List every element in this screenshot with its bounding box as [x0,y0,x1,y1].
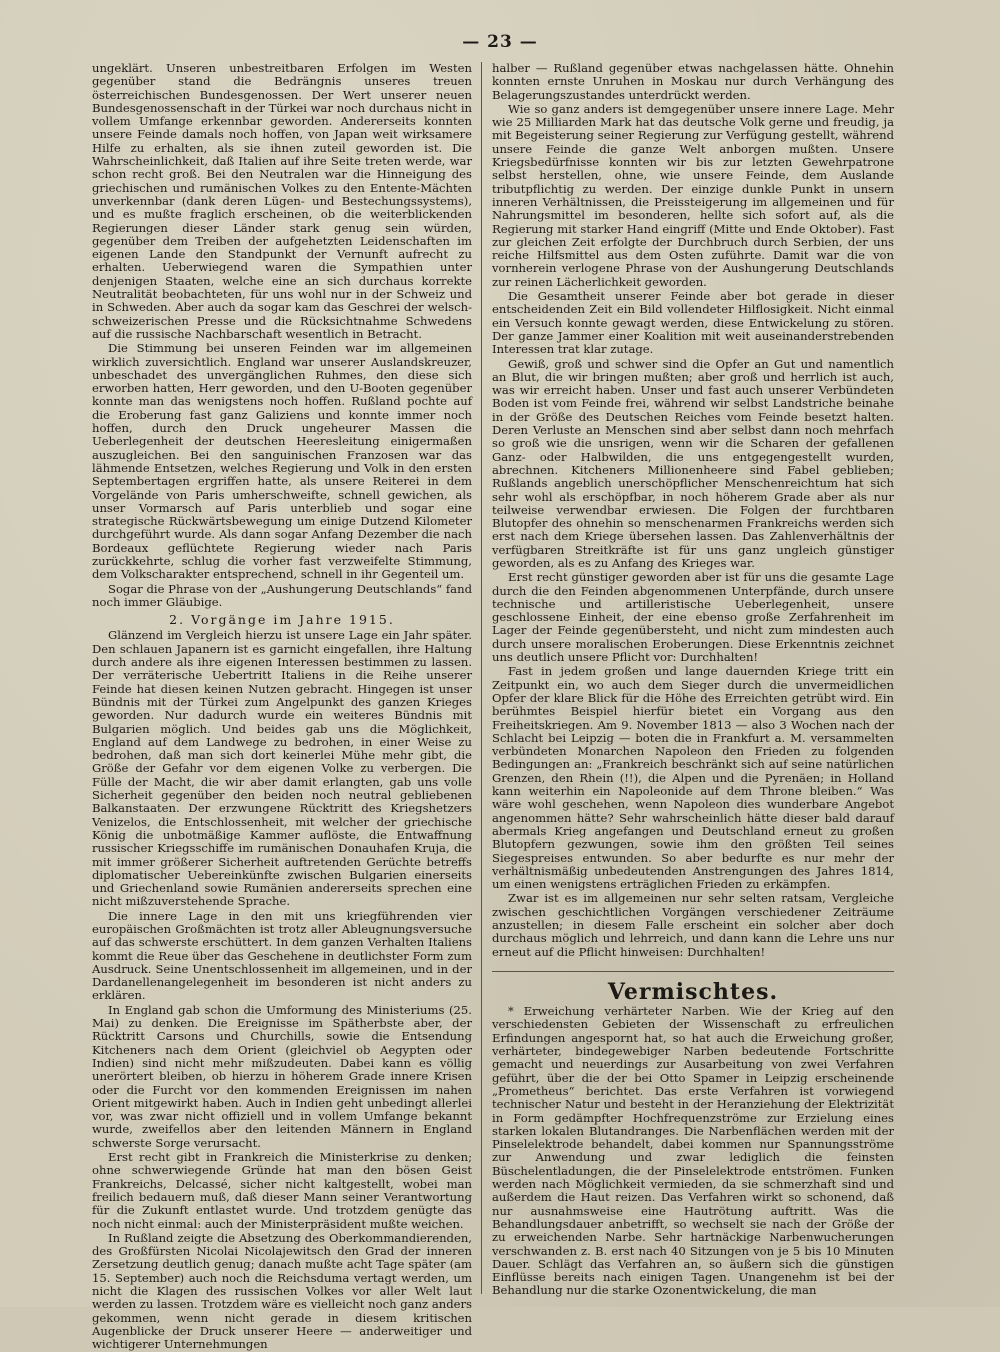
paragraph: Fast in jedem großen und lange dauernden Kriege tritt ein Zeitpunkt ein, wo auch dem Sieger durch die unvermeidlichen Opfer der klare Blick für die Höhe des Erreichten getrübt wird. Ein berühmtes Beispiel hierfür bietet ein Vorgang aus den Freiheitskriegen. Am 9. November 1813 — also 3 Wochen nach der Schlacht bei Leipzig — boten die in Frankfurt a. M. versammelten verbündeten Monarchen Napoleon den Frieden zu folgenden Bedingungen an: „Frankreich beschränkt sich auf seine natürlichen Grenzen, den Rhein (!!), die Alpen und die Pyrenäen; in Holland kann weiterhin ein Napoleonide auf dem Throne bleiben.“ Was wäre wohl geschehen, wenn Napoleon dies wunderbare Angebot angenommen hätte? Sehr wahrscheinlich hätte dieser bald darauf abermals Krieg angefangen und Deutschland erneut zu großen Blutopfern gezwungen, sowie ihm den größten Teil seines Siegespreises entwunden. So aber bedurfte es nur mehr der verhältnismäßig unbedeutenden Anstrengungen des Jahres 1814, um einen wenigstens erträglichen Frieden zu erkämpfen. [492,664,894,892]
paragraph: Erst recht günstiger geworden aber ist für uns die gesamte Lage durch die den Feinden abgenommenen Unterpfände, durch unsere technische und artilleristische Ueberlegenheit, unsere geschlossene Einheit, der eine ebenso große Zerfahrenheit im Lager der Feinde gegenübersteht, und nicht zum mindesten auch durch unsere moralischen Eroberungen. Diese Erkenntnis zeichnet uns deutlich unsere Pflicht vor: Durchhalten! [492,570,894,665]
paragraph: Wie so ganz anders ist demgegenüber unsere innere Lage. Mehr wie 25 Milliarden Mark hat das deutsche Volk gerne und freudig, ja mit Begeisterung seiner Regierung zur Verfügung gestellt, während unsere Feinde die ganze Welt anborgen mußten. Unsere Kriegsbedürfnisse konnten wir bis zur letzten Gewehrpatrone selbst herstellen, ohne, wie unsere Feinde, dem Auslande tributpflichtig zu werden. Der einzige dunkle Punkt in unsern inneren Verhältnissen, die Preissteigerung im allgemeinen und für Nahrungsmittel im besonderen, hellte sich sofort auf, als die Regierung mit starker Hand eingriff (Mitte und Ende Oktober). Fast zur gleichen Zeit erfolgte der Durchbruch durch Serbien, der uns reiche Hilfsmittel aus dem Osten zuführte. Damit war die von vornherein verlogene Phrase von der Aushungerung Deutschlands zur reinen Lächerlichkeit geworden. [492,101,894,289]
paragraph: halber — Rußland gegenüber etwas nachgelassen hätte. Ohnehin konnten ernste Unruhen in Moskau nur durch Verhängung des Belagerungszustandes unterdrückt werden. [492,61,894,102]
paragraph: Die Gesamtheit unserer Feinde aber bot gerade in dieser entscheidenden Zeit ein Bild vollendeter Hilflosigkeit. Nicht einmal ein Versuch konnte gewagt werden, diese Entwickelung zu stören. Der ganze Jammer einer Koalition mit weit auseinanderstrebenden Interessen trat klar zutage. [492,289,894,357]
paragraph: Zwar ist es im allgemeinen nur sehr selten ratsam, Vergleiche zwischen geschichtlichen Vorgängen verschiedener Zeiträume anzustellen; in diesem Falle erscheint ein solcher aber doch durchaus möglich und lehrreich, und dann kann die Lehre uns nur erneut auf die Pflicht hinweisen: Durchhalten! [492,891,894,959]
page-number: — 23 — [462,32,538,52]
paragraph: Glänzend im Vergleich hierzu ist unsere Lage ein Jahr später. Den schlauen Japanern ist es garnicht eingefallen, ihre Haltung durch andere als ihre eigenen Interessen bestimmen zu lassen. Der verräterische Uebertritt Italiens in die Reihe unserer Feinde hat diesen keinen Nutzen gebracht. Hingegen ist unser Bündnis mit der Türkei zum Angelpunkt des ganzen Krieges geworden. Nur dadurch wurde ein weiteres Bündnis mit Bulgarien möglich. Und beides gab uns die Möglichkeit, England auf dem Landwege zu bedrohen, in einer Weise zu bedrohen, daß man sich dort keinerlei Mühe mehr gibt, die Größe der Gefahr vor dem eigenen Volke zu verbergen. Die Fülle der Macht, die wir aber damit erlangten, gab uns volle Sicherheit gegenüber den beiden noch neutral gebliebenen Balkanstaaten. Der erzwungene Rücktritt des Kriegshetzers Venizelos, die Entschlossenheit, mit welcher der griechische König die unbotmäßige Kammer auflöste, die Entwaffnung russischer Kriegsschiffe im rumänischen Donauhafen Kruja, die mit immer größerer Sicherheit auftretenden Gerüchte betreffs diplomatischer Uebereinkünfte zwischen Bulgarien einerseits und Griechenland sowie Rumänien andererseits sprechen eine nicht mißzuverstehende Sprache. [92,628,472,909]
paragraph: Erst recht gibt in Frankreich die Ministerkrise zu denken; ohne schwerwiegende Gründe hat man den bösen Geist Frankreichs, Delcassé, sicher nicht kaltgestellt, wobei man freilich bedauern muß, daß dieser Mann seiner Verantwortung für die Zukunft entlastet wurde. Und trotzdem genügte das noch nicht einmal: auch der Ministerpräsident mußte weichen. [92,1150,472,1231]
paragraph: Die Stimmung bei unseren Feinden war im allgemeinen wirklich zuversichtlich. England war unserer Auslandskreuzer, unbeschadet des unvergänglichen Ruhmes, den diese sich erworben hatten, Herr geworden, und den U-Booten gegenüber konnte man das wenigstens noch hoffen. Rußland pochte auf die Eroberung fast ganz Galiziens und konnte immer noch hoffen, durch den Druck ungeheurer Massen die Ueberlegenheit der deutschen Heeresleitung einigermaßen auszugleichen. Bei den sanguinischen Franzosen war das lähmende Entsetzen, welches Regierung und Volk in den ersten Septembertagen ergriffen hatte, als unsere Reiterei in dem Vorgelände von Paris umherschweifte, schnell gewichen, als unser Vormarsch auf Paris unterblieb und sogar eine strategische Rückwärtsbewegung um einige Dutzend Kilometer durchgeführt wurde. Als dann sogar Anfang Dezember die nach Bordeaux geflüchtete Regierung wieder nach Paris zurückkehrte, schlug die vorher fast verzweifelte Stimmung, dem Volkscharakter entsprechend, schnell in ihr Gegenteil um. [92,341,472,582]
paragraph: In Rußland zeigte die Absetzung des Oberkommandierenden, des Großfürsten Nicolai Nicolajewitsch den Grad der inneren Zersetzung deutlich genug; danach mußte acht Tage später (am 15. September) auch noch die Reichsduma vertagt werden, um nicht die Klagen des russischen Volkes vor aller Welt laut werden zu lassen. Trotzdem wäre es vielleicht noch ganz anders gekommen, wenn nicht gerade in diesem kritischen Augenblicke der Druck unserer Heere — anderweitiger und wichtigerer Unternehmungen [92,1230,472,1352]
section-separator [492,971,894,972]
paragraph: * Erweichung verhärteter Narben. Wie der Krieg auf den verschiedensten Gebieten der Wissenschaft zu erfreulichen Erfindungen angespornt hat, so hat auch die Erweichung großer, verhärteter, bindegewebiger Narben bedeutende Fortschritte gemacht und neuerdings zur Ausarbeitung von zwei Verfahren geführt, über die der bei Otto Spamer in Leipzig erscheinende „Prometheus“ berichtet. Das erste Verfahren ist vorwiegend technischer Natur und besteht in der Heranziehung der Elektrizität in Form gedämpfter Hochfrequenzströme zur Erzielung eines starken lokalen Blutandranges. Die Narbenflächen werden mit der Pinselelektrode behandelt, dabei kommen nur Spannungsströme zur Anwendung und zwar lediglich die feinsten Büschelentladungen, die der Pinselelektrode entströmen. Funken werden nach Möglichkeit vermieden, da sie schmerzhaft sind und außerdem die Haut reizen. Das Verfahren wirkt so schonend, daß nur ausnahmsweise eine Hautrötung auftritt. Was die Behandlungsdauer anbetrifft, so wechselt sie nach der Größe der zu erweichenden Narbe. Sehr hartnäckige Narbenwucherungen verschwanden z. B. erst nach 40 Sitzungen von je 5 bis 10 Minuten Dauer. Schlägt das Verfahren an, so äußern sich die günstigen Einflüsse bereits nach einigen Tagen. Unangenehm ist bei der Behandlung nur die starke Ozonentwickelung, die man [492,1004,894,1298]
vermischtes-heading: Vermischtes. [607,978,779,1005]
section-heading: 2. Vorgänge im Jahre 1915. [169,612,395,628]
paragraph: Sogar die Phrase von der „Aushungerung Deutschlands“ fand noch immer Gläubige. [92,581,472,609]
paragraph: In England gab schon die Umformung des Ministeriums (25. Mai) zu denken. Die Ereignisse im Spätherbste aber, der Rücktritt Carsons und Churchills, sowie die Entsendung Kitcheners nach dem Orient (gleichviel ob Aegypten oder Indien) sind nicht mehr mißzudeuten. Dabei kann es völlig unerörtert bleiben, ob hierzu in höherem Grade innere Krisen oder die Furcht vor den kommenden Ereignissen im nahen Orient mitgewirkt haben. Auch in Indien geht unbedingt allerlei vor, was zwar nicht offiziell und in vollem Umfange bekannt wurde, zweifellos aber den leitenden Männern in England schwerste Sorge verursacht. [92,1002,472,1150]
left-column [92,61,472,1352]
column-divider [481,62,482,1294]
paragraph: Gewiß, groß und schwer sind die Opfer an Gut und namentlich an Blut, die wir bringen mußten; aber groß und herrlich ist auch, was wir erreicht haben. Unser und fast auch unserer Verbündeten Boden ist vom Feinde frei, während wir selbst Landstriche beinahe in der Größe des Deutschen Reiches vom Feinde besetzt halten. Deren Verluste an Menschen sind aber selbst dann noch mehrfach so groß wie die unsrigen, wenn wir die Scharen der gefallenen Ganz- oder Halbwilden, die uns entgegengestellt wurden, abrechnen. Kitcheners Millionenheere sind Fabel geblieben; Rußlands angeblich unerschöpflicher Menschenreichtum hat sich sehr wohl als erschöpfbar, in noch höherem Grade aber als nur teilweise verwendbar erwiesen. Die Folgen der furchtbaren Blutopfer des ohnehin so menschenarmen Frankreichs werden sich erst nach dem Kriege übersehen lassen. Das Zahlenverhältnis der verfügbaren Streitkräfte ist für uns ganz ungleich günstiger geworden, als es zu Anfang des Krieges war. [492,356,894,570]
paragraph: Die innere Lage in den mit uns kriegführenden vier europäischen Großmächten ist trotz aller Ableugnungsversuche auf das schwerste erschüttert. In dem ganzen Verhalten Italiens kommt die Reue über das Geschehene in deutlichster Form zum Ausdruck. Seine Unentschlossenheit im allgemeinen, und in der Dardanellenangelegenheit im besonderen ist nicht anders zu erklären. [92,908,472,1003]
right-column [492,61,894,1298]
paragraph: ungeklärt. Unseren unbestreitbaren Erfolgen im Westen gegenüber stand die Bedrängnis unseres treuen österreichischen Bundesgenossen. Der Wert unserer neuen Bundesgenossenschaft in der Türkei war noch durchaus nicht in vollem Umfange erkennbar geworden. Andererseits konnten unsere Feinde damals noch hoffen, von Japan weit wirksamere Hilfe zu erhalten, als sie ihnen zuteil geworden ist. Die Wahrscheinlichkeit, daß Italien auf ihre Seite treten werde, war schon recht groß. Bei den Neutralen war die Hinneigung des griechischen und rumänischen Volkes zu den Entente-Mächten unverkennbar (dank deren Lügen- und Bestechungssystems), und es mußte fraglich erscheinen, ob die weiterblickenden Regierungen dieser Länder stark genug sein würden, gegenüber dem Treiben der aufgehetzten Leidenschaften im eigenen Lande den Standpunkt der Vernunft aufrecht zu erhalten. Ueberwiegend waren die Sympathien unter denjenigen Staaten, welche eine an sich durchaus korrekte Neutralität beobachteten, für uns wohl nur in der Schweiz und in Schweden. Aber auch da sogar kam das Geschrei der welsch-schweizerischen Presse und die Rücksichtnahme Schwedens auf die russische Nachbarschaft wesentlich in Betracht. [92,61,472,341]
